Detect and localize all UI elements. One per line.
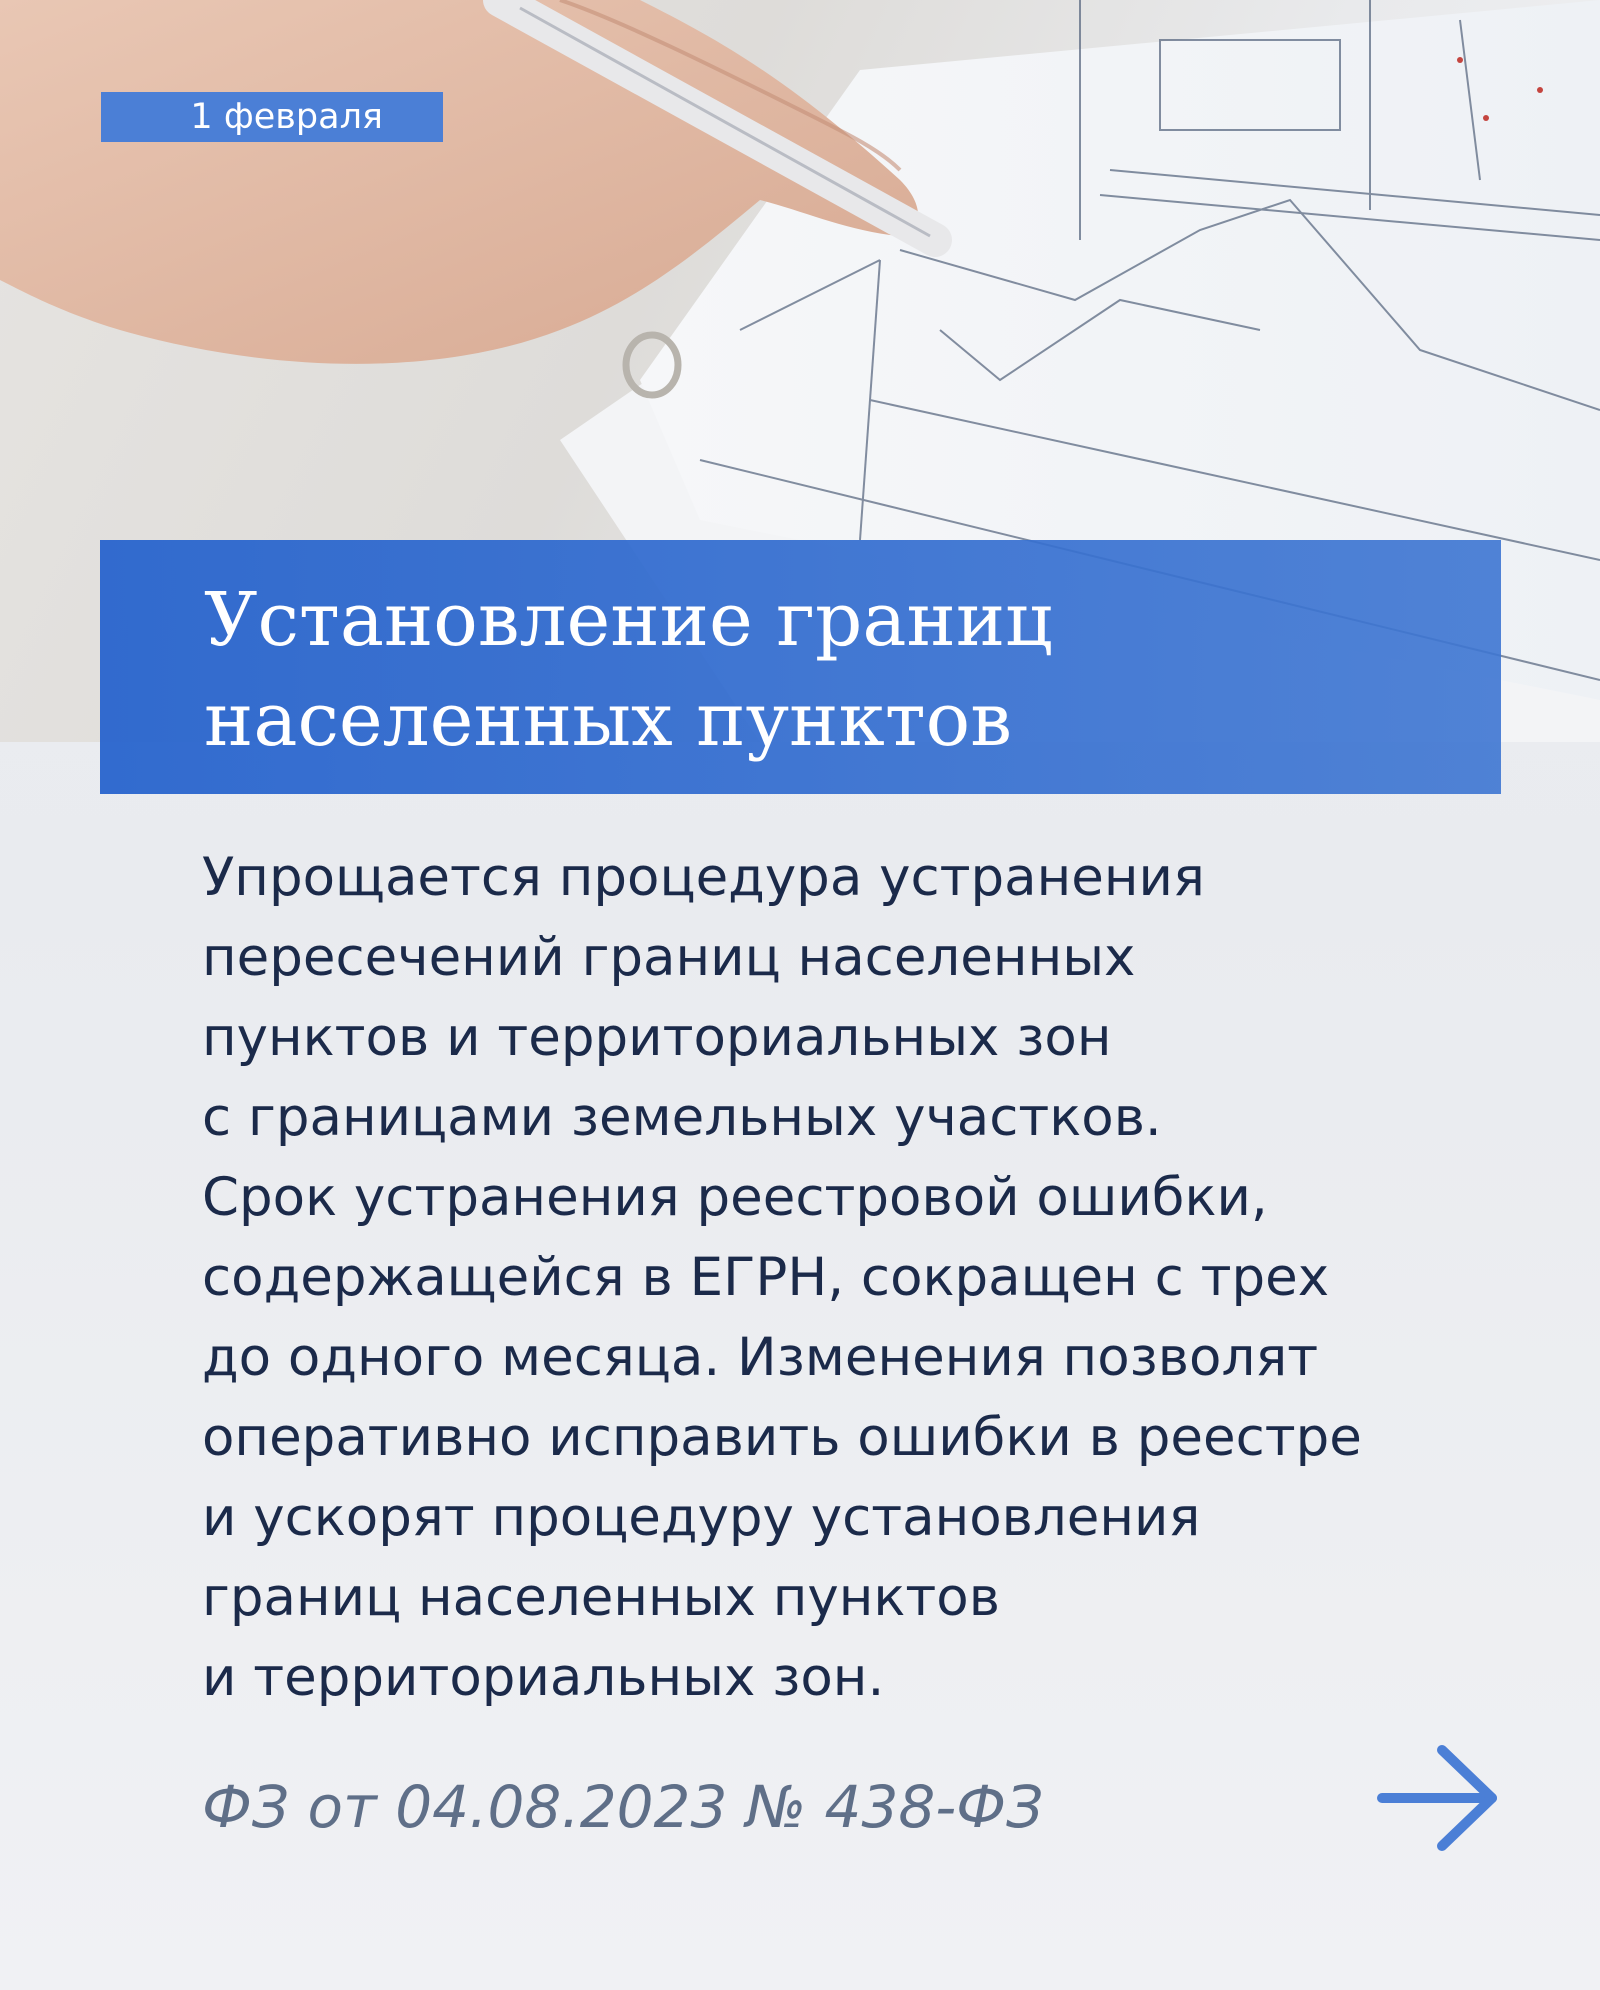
body-line: Срок устранения реестровой ошибки, — [202, 1167, 1268, 1228]
body-line: границ населенных пунктов — [202, 1567, 1000, 1628]
title-line-2: населенных пунктов — [204, 677, 1012, 763]
body-line: оперативно исправить ошибки в реестре — [202, 1407, 1362, 1468]
body-line: до одного месяца. Изменения позволят — [202, 1327, 1319, 1388]
arrow-right-icon[interactable] — [1376, 1742, 1502, 1854]
body-line: и ускорят процедуру установления — [202, 1487, 1201, 1548]
title-line-1: Установление границ — [204, 577, 1053, 663]
body-line: содержащейся в ЕГРН, сокращен с трех — [202, 1247, 1330, 1308]
date-label: 1 февраля — [190, 97, 383, 137]
date-badge — [101, 92, 443, 142]
body-line: пересечений границ населенных — [202, 927, 1136, 988]
body-line: и территориальных зон. — [202, 1647, 885, 1708]
body-line: с границами земельных участков. — [202, 1087, 1162, 1148]
body-line: Упрощается процедура устранения — [202, 847, 1205, 908]
body-line: пунктов и территориальных зон — [202, 1007, 1112, 1068]
body-text — [202, 838, 1522, 1718]
title-banner — [100, 540, 1501, 794]
law-reference: ФЗ от 04.08.2023 № 438-ФЗ — [202, 1773, 1044, 1841]
